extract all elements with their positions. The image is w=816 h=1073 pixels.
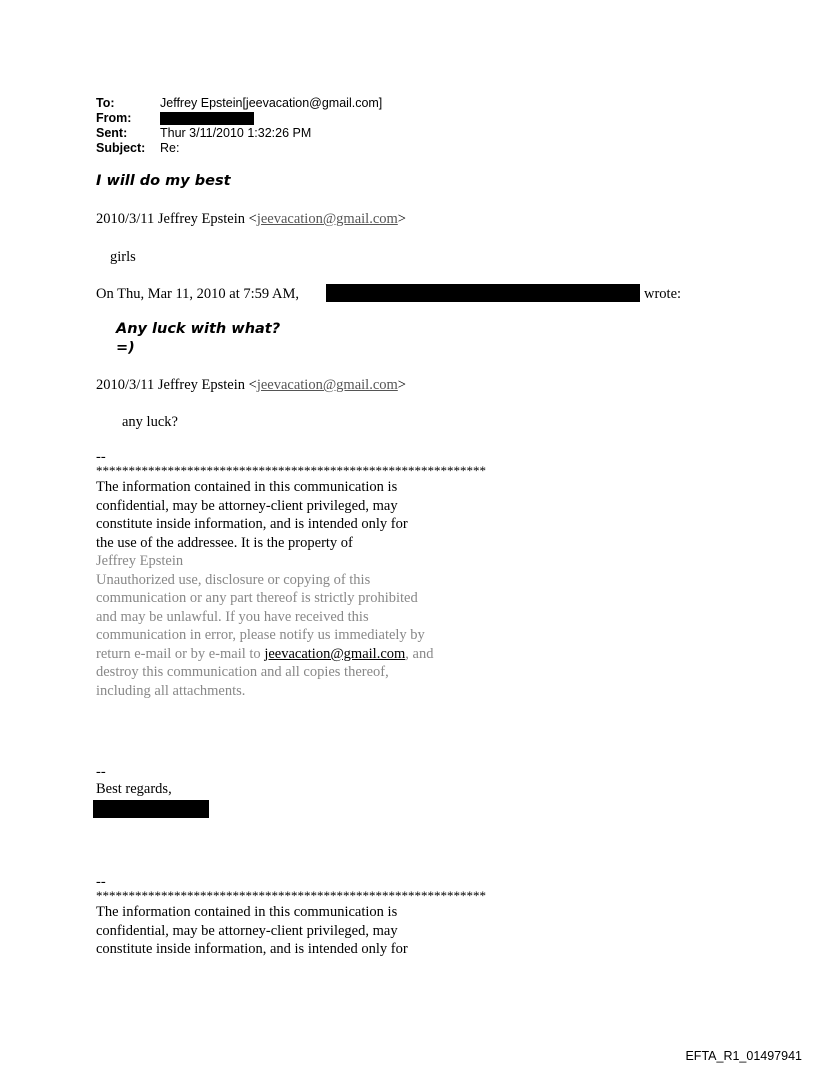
from-row — [96, 111, 382, 126]
return-suffix: , and — [405, 645, 434, 662]
disclaimer-1-line: the use of the addressee. It is the property of — [96, 534, 353, 551]
sent-label: Sent: — [96, 126, 128, 140]
disclaimer-1-grey-line: destroy this communication and all copies thereof, — [96, 664, 389, 680]
disclaimer-1-grey-line: Unauthorized use, disclosure or copying of this — [96, 571, 371, 588]
email-header — [96, 96, 382, 156]
disclaimer-1-line: constitute inside information, and is intended only for — [96, 516, 408, 532]
quote-2-email-link[interactable]: jeevacation@gmail.com — [256, 377, 398, 393]
disclaimer-1-line: confidential, may be attorney-client privileged, may — [96, 497, 398, 514]
disclaimer-1-return-line — [96, 645, 486, 664]
to-label: To: — [96, 96, 115, 110]
reply-line: I will do my best — [96, 173, 231, 189]
disclaimer-1-grey-line: Jeffrey Epstein — [96, 553, 184, 569]
subject-label: Subject: — [96, 141, 146, 155]
disclaimer-2-stars: ************************************************************ — [96, 888, 486, 903]
disclaimer-1-grey-line: including all attachments. — [96, 682, 246, 699]
disclaimer-2-line: The information contained in this communication is — [96, 904, 398, 920]
disclaimer-2 — [96, 875, 486, 959]
signature-redaction — [93, 800, 209, 818]
disclaimer-1-dashes: -- — [96, 449, 106, 465]
disclaimer-1-grey-line: and may be unlawful. If you have received this — [96, 608, 369, 625]
document-id: EFTA_R1_01497941 — [685, 1049, 802, 1063]
best-regards: Best regards, — [96, 781, 172, 797]
disclaimer-1-line: The information contained in this communication is — [96, 479, 398, 495]
from-label: From: — [96, 111, 132, 125]
disclaimer-2-line: confidential, may be attorney-client privileged, may — [96, 922, 398, 939]
subject-row — [96, 141, 382, 156]
smiley-text: =) — [116, 340, 135, 356]
on-thu-suffix: wrote: — [644, 286, 682, 302]
on-thu-prefix: On Thu, Mar 11, 2010 at 7:59 AM, — [96, 286, 299, 302]
quote-header-1 — [96, 211, 406, 228]
return-email-link[interactable]: jeevacation@gmail.com — [264, 645, 406, 662]
quote-2-suffix: > — [397, 377, 406, 393]
quote-1-suffix: > — [397, 211, 406, 227]
disclaimer-1 — [96, 450, 486, 700]
any-luck-text: any luck? — [122, 414, 178, 430]
quote-1-prefix: 2010/3/11 Jeffrey Epstein < — [96, 211, 257, 227]
on-thu-line — [96, 286, 299, 303]
quote-1-email-link[interactable]: jeevacation@gmail.com — [256, 211, 398, 227]
girls-text: girls — [110, 249, 136, 265]
any-luck-with-what: Any luck with what? — [116, 321, 281, 337]
sent-row — [96, 126, 382, 141]
from-redaction — [160, 112, 254, 125]
disclaimer-2-line: constitute inside information, and is intended only for — [96, 941, 408, 957]
to-row — [96, 96, 382, 111]
to-value: Jeffrey Epstein[jeevacation@gmail.com] — [160, 96, 383, 110]
quote-2-prefix: 2010/3/11 Jeffrey Epstein < — [96, 377, 257, 393]
subject-value: Re: — [160, 141, 180, 155]
return-prefix: return e-mail or by e-mail to — [96, 645, 265, 662]
disclaimer-1-grey-line: communication or any part thereof is strictly prohibited — [96, 590, 418, 606]
sent-value: Thur 3/11/2010 1:32:26 PM — [160, 126, 312, 140]
disclaimer-1-stars: ************************************************************ — [96, 463, 486, 478]
quote-header-2 — [96, 377, 406, 394]
signature-dashes: -- — [96, 764, 106, 780]
disclaimer-1-grey-line: communication in error, please notify us immediately by — [96, 627, 425, 643]
disclaimer-2-dashes: -- — [96, 874, 106, 890]
sender-redaction — [326, 284, 640, 302]
